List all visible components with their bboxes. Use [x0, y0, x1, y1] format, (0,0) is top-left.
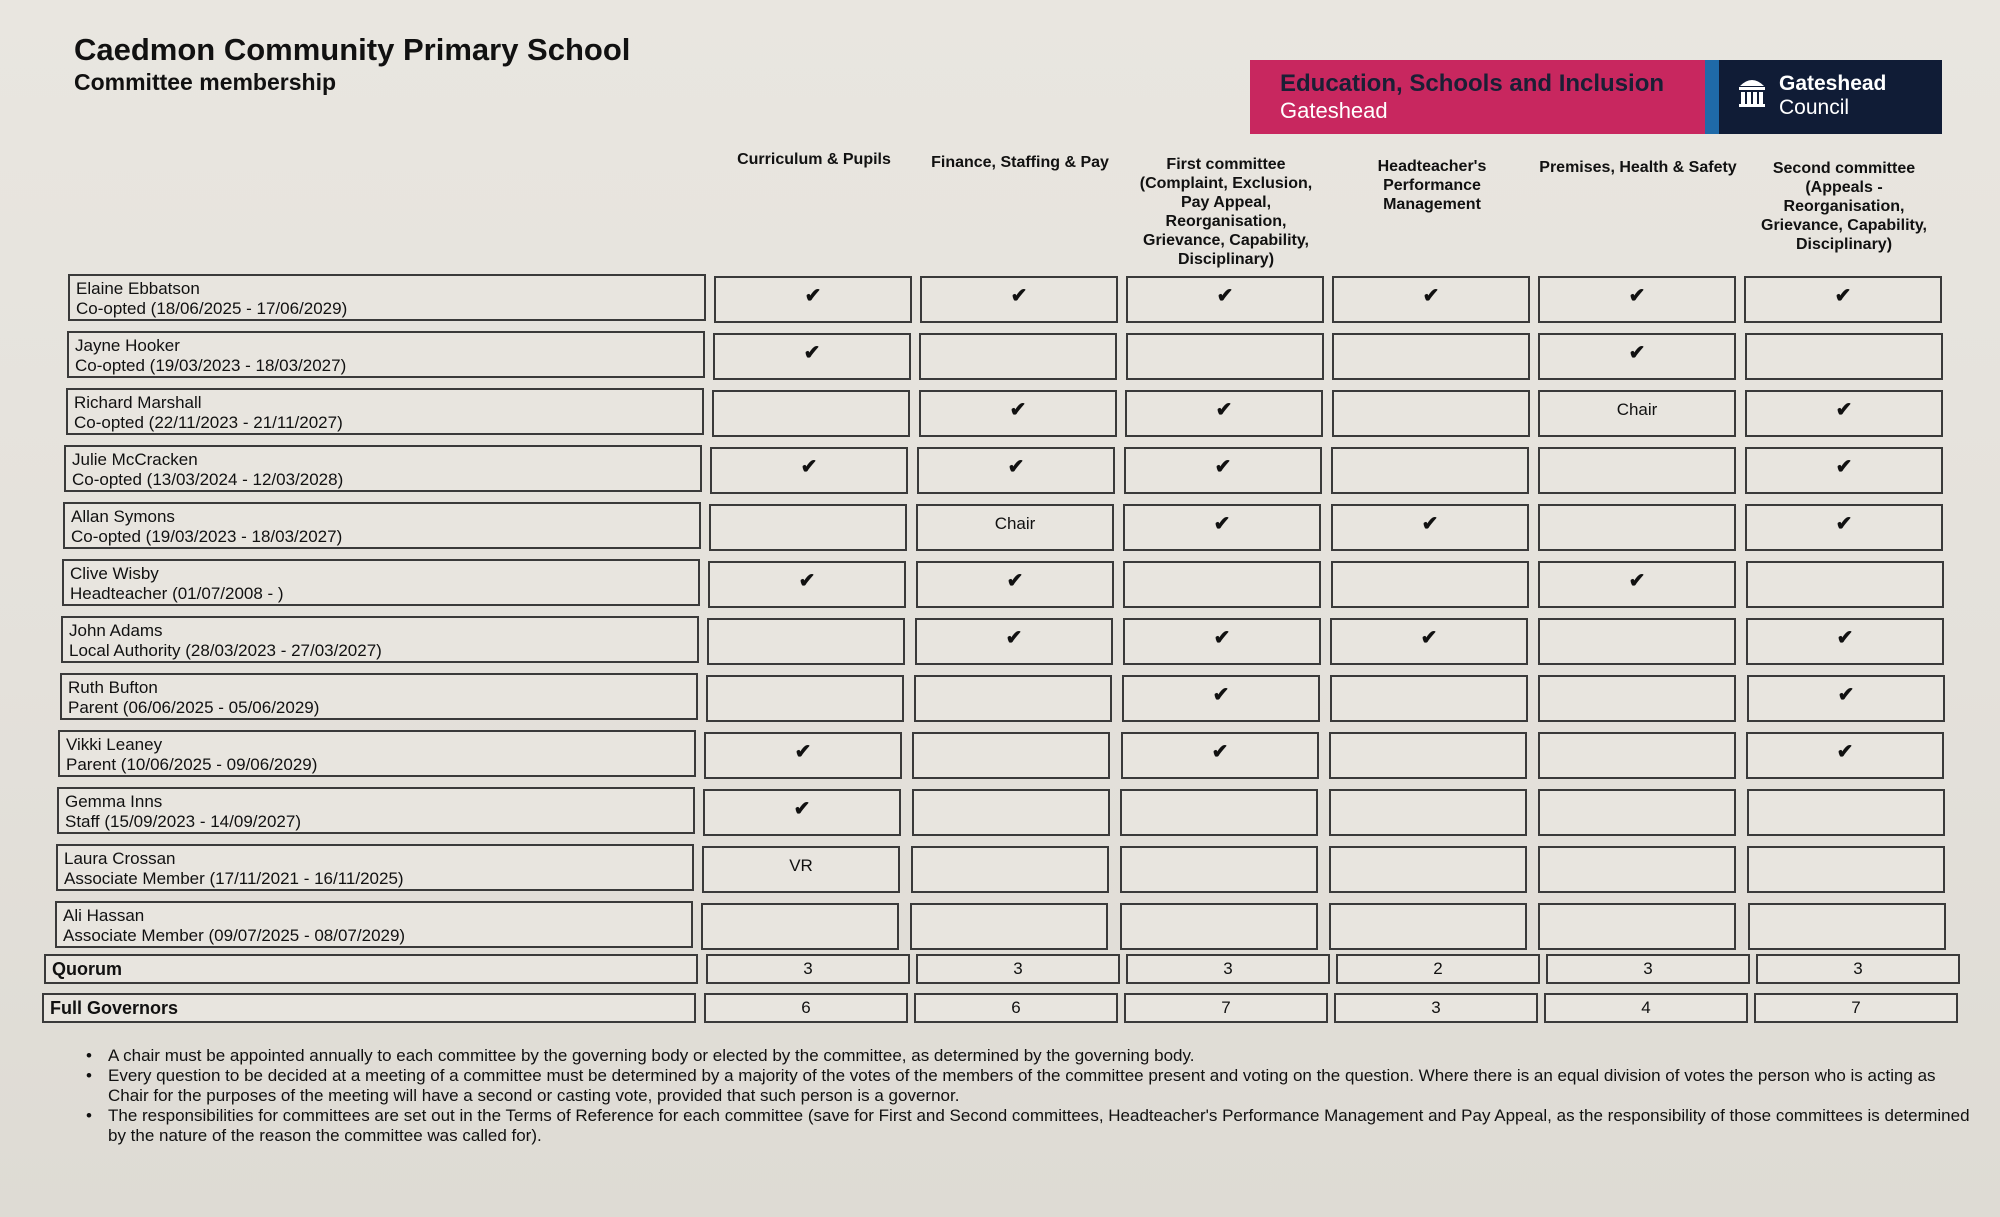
- member-row-label: [63, 502, 701, 549]
- member-role: Headteacher (01/07/2008 - ): [70, 584, 284, 603]
- member-name: Vikki Leaney: [66, 735, 163, 754]
- note-text: A chair must be appointed annually to each committee by the governing body or elected by the committee, as determined by the governing body.: [108, 1046, 1195, 1065]
- membership-cell: [1126, 333, 1324, 380]
- membership-cell: [1745, 447, 1943, 494]
- membership-cell: [714, 276, 912, 323]
- member-role: Co-opted (19/03/2023 - 18/03/2027): [75, 356, 347, 375]
- full-governors-value: 6: [704, 993, 908, 1023]
- membership-cell: [1744, 276, 1942, 323]
- checkmark-icon: ✔: [1836, 741, 1854, 763]
- membership-cell: [912, 789, 1110, 836]
- membership-cell: [1120, 846, 1318, 893]
- logo-council-line2: Council: [1779, 96, 1850, 119]
- membership-cell: [707, 618, 905, 665]
- membership-cell: [712, 390, 910, 437]
- checkmark-icon: ✔: [800, 456, 818, 478]
- full-governors-value: 7: [1124, 993, 1328, 1023]
- checkmark-icon: ✔: [1007, 456, 1025, 478]
- checkmark-icon: ✔: [1009, 399, 1027, 421]
- member-name: Clive Wisby: [70, 564, 159, 583]
- membership-cell: [1329, 732, 1527, 779]
- membership-cell: [1329, 789, 1527, 836]
- checkmark-icon: ✔: [1216, 285, 1234, 307]
- membership-cell: [1747, 846, 1945, 893]
- document-subtitle: Committee membership: [74, 69, 337, 95]
- member-role: Co-opted (18/06/2025 - 17/06/2029): [76, 299, 348, 318]
- membership-cell: [704, 732, 902, 779]
- checkmark-icon: ✔: [1628, 285, 1646, 307]
- member-role: Associate Member (17/11/2021 - 16/11/2025): [64, 869, 404, 888]
- column-header: Second committee (Appeals - Reorganisation, Grievance, Capability, Disciplinary): [1761, 160, 1927, 253]
- membership-cell: [919, 390, 1117, 437]
- checkmark-icon: ✔: [798, 570, 816, 592]
- membership-cell: [1746, 561, 1944, 608]
- column-header: First committee (Complaint, Exclusion, Pay Appeal, Reorganisation, Grievance, Capability, Disciplinary): [1139, 156, 1313, 268]
- member-name: Julie McCracken: [72, 450, 198, 469]
- member-name: Ruth Bufton: [68, 678, 158, 697]
- membership-cell: [1538, 618, 1736, 665]
- council-building-icon: [1737, 74, 1767, 108]
- membership-cell: [1538, 333, 1736, 380]
- membership-cell: [1126, 276, 1324, 323]
- checkmark-icon: ✔: [1010, 285, 1028, 307]
- membership-cell: [914, 675, 1112, 722]
- membership-cell: [1538, 390, 1736, 437]
- member-row-label: [60, 673, 698, 720]
- membership-cell: [1124, 447, 1322, 494]
- checkmark-icon: ✔: [1628, 570, 1646, 592]
- membership-cell: [1745, 333, 1943, 380]
- membership-cell: [912, 732, 1110, 779]
- membership-cell: [1120, 903, 1318, 950]
- member-name: Gemma Inns: [65, 792, 163, 811]
- full-governors-label: Full Governors: [42, 993, 696, 1023]
- membership-cell: [1121, 732, 1319, 779]
- member-row-label: [68, 274, 706, 321]
- membership-cell: [703, 789, 901, 836]
- membership-cell: [1122, 675, 1320, 722]
- membership-cell: [1747, 789, 1945, 836]
- member-row-label: [55, 901, 693, 948]
- column-header: Curriculum & Pupils: [737, 151, 891, 168]
- cell-text: Chair: [994, 514, 1036, 533]
- checkmark-icon: ✔: [1211, 741, 1229, 763]
- checkmark-icon: ✔: [1006, 570, 1024, 592]
- checkmark-icon: ✔: [793, 798, 811, 820]
- membership-cell: [701, 903, 899, 950]
- membership-cell: [1746, 732, 1944, 779]
- membership-cell: [1123, 561, 1321, 608]
- member-row-label: [64, 445, 702, 492]
- member-row-label: [56, 844, 694, 891]
- logo-separator: [1705, 60, 1719, 134]
- membership-cell: [1123, 504, 1321, 551]
- quorum-label: Quorum: [44, 954, 698, 984]
- note-item: [80, 1106, 1970, 1146]
- member-name: John Adams: [69, 621, 163, 640]
- membership-cell: [1331, 447, 1529, 494]
- note-item: [80, 1066, 1970, 1106]
- member-row-label: [58, 730, 696, 777]
- checkmark-icon: ✔: [1837, 684, 1855, 706]
- membership-cell: [1538, 903, 1736, 950]
- checkmark-icon: ✔: [1212, 684, 1230, 706]
- quorum-value: 2: [1336, 954, 1540, 984]
- member-role: Parent (06/06/2025 - 05/06/2029): [68, 698, 320, 717]
- membership-cell: [1332, 333, 1530, 380]
- membership-cell: [917, 447, 1115, 494]
- membership-cell: [1538, 846, 1736, 893]
- membership-cell: [710, 447, 908, 494]
- membership-cell: [1538, 561, 1736, 608]
- member-row-label: [62, 559, 700, 606]
- checkmark-icon: ✔: [1628, 342, 1646, 364]
- quorum-value: 3: [706, 954, 910, 984]
- full-governors-value: 3: [1334, 993, 1538, 1023]
- member-row-label: [61, 616, 699, 663]
- membership-cell: [706, 675, 904, 722]
- checkmark-icon: ✔: [1213, 513, 1231, 535]
- checkmark-icon: ✔: [1420, 627, 1438, 649]
- member-name: Ali Hassan: [63, 906, 145, 925]
- membership-cell: [1125, 390, 1323, 437]
- checkmark-icon: ✔: [1421, 513, 1439, 535]
- member-row-label: [67, 331, 705, 378]
- membership-cell: [916, 561, 1114, 608]
- member-name: Elaine Ebbatson: [76, 279, 200, 298]
- membership-cell: [1748, 903, 1946, 950]
- membership-cell: [1120, 789, 1318, 836]
- checkmark-icon: ✔: [1836, 627, 1854, 649]
- logo-area-name: Gateshead: [1280, 98, 1388, 123]
- logo-department-name: Education, Schools and Inclusion: [1280, 70, 1665, 97]
- membership-cell: [1123, 618, 1321, 665]
- checkmark-icon: ✔: [1214, 456, 1232, 478]
- membership-cell: [919, 333, 1117, 380]
- full-governors-value: 7: [1754, 993, 1958, 1023]
- membership-cell: [1329, 903, 1527, 950]
- membership-cell: [1329, 846, 1527, 893]
- checkmark-icon: ✔: [1834, 285, 1852, 307]
- checkmark-icon: ✔: [794, 741, 812, 763]
- member-row-label: [66, 388, 704, 435]
- membership-cell: [1331, 504, 1529, 551]
- membership-cell: [1745, 390, 1943, 437]
- membership-cell: [910, 903, 1108, 950]
- school-title: Caedmon Community Primary School: [74, 32, 631, 67]
- member-row-label: [57, 787, 695, 834]
- member-role: Associate Member (09/07/2025 - 08/07/2029): [63, 926, 406, 945]
- note-text: The responsibilities for committees are set out in the Terms of Reference for each committee (save for First and Second committees, Headteacher's Performance Management and Pay Appeal, as the responsibility of those committees is determined by the nature of the reason the committee was called for).: [108, 1106, 1970, 1145]
- bullet-icon: •: [86, 1106, 92, 1125]
- member-role: Parent (10/06/2025 - 09/06/2029): [66, 755, 318, 774]
- membership-cell: [1747, 675, 1945, 722]
- checkmark-icon: ✔: [1835, 456, 1853, 478]
- logo-council-line1: Gateshead: [1779, 72, 1887, 95]
- membership-cell: [1538, 675, 1736, 722]
- bullet-icon: •: [86, 1046, 92, 1065]
- column-header: Headteacher's Performance Management: [1377, 158, 1487, 213]
- full-governors-value: 6: [914, 993, 1118, 1023]
- column-header: Finance, Staffing & Pay: [931, 154, 1109, 171]
- membership-cell: [702, 846, 900, 893]
- member-name: Allan Symons: [71, 507, 175, 526]
- member-name: Jayne Hooker: [75, 336, 180, 355]
- note-text: Every question to be decided at a meeting of a committee must be determined by a majority of the votes of the members of the committee present and voting on the question. Where there is an equal division of votes the person who is acting as Chair for the purposes of the meeting will have a second or casting vote, provided that such person is a governor.: [108, 1066, 1936, 1105]
- membership-cell: [1538, 447, 1736, 494]
- member-name: Laura Crossan: [64, 849, 176, 868]
- membership-cell: [911, 846, 1109, 893]
- quorum-value: 3: [1546, 954, 1750, 984]
- notes-list: [80, 1046, 1970, 1146]
- full-governors-value: 4: [1544, 993, 1748, 1023]
- membership-cell: [709, 504, 907, 551]
- membership-cell: [915, 618, 1113, 665]
- membership-cell: [1332, 276, 1530, 323]
- cell-text: VR: [789, 856, 813, 875]
- checkmark-icon: ✔: [1005, 627, 1023, 649]
- member-role: Co-opted (13/03/2024 - 12/03/2028): [72, 470, 344, 489]
- checkmark-icon: ✔: [1215, 399, 1233, 421]
- membership-cell: [920, 276, 1118, 323]
- column-header: Premises, Health & Safety: [1539, 159, 1737, 176]
- membership-cell: [1331, 561, 1529, 608]
- document-header: [74, 32, 630, 96]
- membership-cell: [1330, 675, 1528, 722]
- checkmark-icon: ✔: [804, 285, 822, 307]
- cell-text: Chair: [1616, 400, 1658, 419]
- member-role: Co-opted (22/11/2023 - 21/11/2027): [74, 413, 343, 432]
- membership-cell: [1538, 789, 1736, 836]
- checkmark-icon: ✔: [803, 342, 821, 364]
- logo-department-panel: [1250, 60, 1705, 134]
- checkmark-icon: ✔: [1213, 627, 1231, 649]
- gateshead-logo: [1250, 60, 1942, 134]
- checkmark-icon: ✔: [1835, 513, 1853, 535]
- membership-cell: [1538, 276, 1736, 323]
- checkmark-icon: ✔: [1835, 399, 1853, 421]
- quorum-value: 3: [916, 954, 1120, 984]
- membership-cell: [1746, 618, 1944, 665]
- membership-cell: [1332, 390, 1530, 437]
- note-item: [80, 1046, 1970, 1066]
- membership-cell: [1538, 504, 1736, 551]
- logo-council-panel: [1719, 60, 1942, 134]
- bullet-icon: •: [86, 1066, 92, 1085]
- checkmark-icon: ✔: [1422, 285, 1440, 307]
- membership-cell: [1330, 618, 1528, 665]
- member-role: Local Authority (28/03/2023 - 27/03/2027): [69, 641, 382, 660]
- membership-cell: [713, 333, 911, 380]
- quorum-value: 3: [1756, 954, 1960, 984]
- quorum-value: 3: [1126, 954, 1330, 984]
- membership-cell: [1745, 504, 1943, 551]
- member-name: Richard Marshall: [74, 393, 202, 412]
- membership-cell: [916, 504, 1114, 551]
- member-role: Co-opted (19/03/2023 - 18/03/2027): [71, 527, 343, 546]
- membership-cell: [708, 561, 906, 608]
- member-role: Staff (15/09/2023 - 14/09/2027): [65, 812, 301, 831]
- membership-cell: [1538, 732, 1736, 779]
